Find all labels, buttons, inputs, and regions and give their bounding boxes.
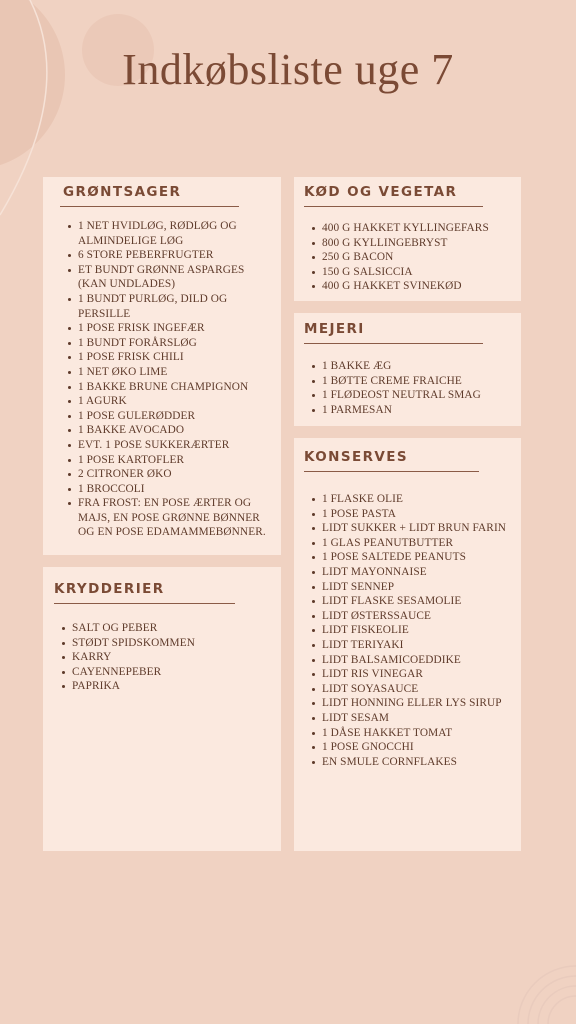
list-item: 1 BUNDT PURLØG, DILD OG PERSILLE	[78, 292, 267, 321]
page-title: Indkøbsliste uge 7	[122, 45, 454, 94]
list-item: LIDT SOYASAUCE	[322, 682, 513, 697]
list-item: 1 DÅSE HAKKET TOMAT	[322, 726, 513, 741]
card-krydderier	[43, 567, 281, 851]
list-item: KARRY	[72, 650, 273, 665]
heading-konserves: KONSERVES	[304, 449, 479, 472]
list-item: LIDT FLASKE SESAMOLIE	[322, 594, 513, 609]
list-item: ET BUNDT GRØNNE ASPARGES (KAN UNDLADES)	[78, 263, 267, 292]
list-item: 1 FLASKE OLIE	[322, 492, 513, 507]
list-item: 6 STORE PEBERFRUGTER	[78, 248, 267, 263]
card-mejeri	[294, 313, 521, 426]
list-item: 250 G BACON	[322, 250, 513, 265]
list-item: LIDT SUKKER + LIDT BRUN FARIN	[322, 521, 513, 536]
list-item: 1 BUNDT FORÅRSLØG	[78, 336, 267, 351]
list-krydderier	[54, 621, 273, 694]
list-item: 1 BAKKE AVOCADO	[78, 423, 267, 438]
list-item: 1 AGURK	[78, 394, 267, 409]
list-item: CAYENNEPEBER	[72, 665, 273, 680]
list-koed	[304, 221, 513, 294]
list-konserves	[304, 492, 513, 769]
card-groentsager	[43, 177, 281, 555]
list-item: LIDT MAYONNAISE	[322, 565, 513, 580]
list-item: 1 POSE GULERØDDER	[78, 409, 267, 424]
list-item: FRA FROST: EN POSE ÆRTER OG MAJS, EN POSE GRØNNE BØNNER OG EN POSE EDAMAMMEBØNNER.	[78, 497, 266, 539]
list-item: LIDT SESAM	[322, 711, 513, 726]
list-item: 1 POSE SALTEDE PEANUTS	[322, 550, 513, 565]
list-item: 1 NET HVIDLØG, RØDLØG OG ALMINDELIGE LØG	[78, 219, 267, 248]
list-item: PAPRIKA	[72, 679, 273, 694]
list-item: 1 POSE FRISK CHILI	[78, 350, 267, 365]
list-item: LIDT SENNEP	[322, 580, 513, 595]
list-item: SALT OG PEBER	[72, 621, 273, 636]
list-item: LIDT HONNING ELLER LYS SIRUP	[322, 696, 513, 711]
list-mejeri	[304, 359, 513, 417]
list-item: 1 POSE FRISK INGEFÆR	[78, 321, 267, 336]
list-item: 1 NET ØKO LIME	[78, 365, 267, 380]
list-item: 1 BAKKE BRUNE CHAMPIGNON	[78, 380, 267, 395]
list-item: 1 PARMESAN	[322, 403, 513, 418]
list-item: 2 CITRONER ØKO	[78, 467, 267, 482]
list-item: EVT. 1 POSE SUKKERÆRTER	[78, 438, 267, 453]
card-konserves	[294, 438, 521, 851]
heading-koed: KØD OG VEGETAR	[304, 184, 483, 207]
list-item: 1 FLØDEOST NEUTRAL SMAG	[322, 388, 513, 403]
list-item: STØDT SPIDSKOMMEN	[72, 636, 273, 651]
card-koed	[294, 177, 521, 301]
list-item: 1 BØTTE CREME FRAICHE	[322, 374, 513, 389]
list-item: 400 G HAKKET SVINEKØD	[322, 279, 513, 294]
arc-lines	[518, 966, 576, 1024]
list-item: LIDT FISKEOLIE	[322, 623, 513, 638]
heading-krydderier: KRYDDERIER	[54, 581, 235, 604]
list-item: 800 G KYLLINGEBRYST	[322, 236, 513, 251]
list-item: 1 BAKKE ÆG	[322, 359, 513, 374]
list-item: 1 POSE GNOCCHI	[322, 740, 513, 755]
list-item: LIDT ØSTERSSAUCE	[322, 609, 513, 624]
list-item: 1 GLAS PEANUTBUTTER	[322, 536, 513, 551]
list-item: 400 G HAKKET KYLLINGEFARS	[322, 221, 513, 236]
list-item: 1 POSE PASTA	[322, 507, 513, 522]
heading-groentsager: GRØNTSAGER	[60, 184, 239, 207]
list-item: 1 POSE KARTOFLER	[78, 453, 267, 468]
list-groentsager	[60, 219, 273, 540]
list-item: LIDT TERIYAKI	[322, 638, 513, 653]
heading-mejeri: MEJERI	[304, 321, 483, 344]
list-item: LIDT RIS VINEGAR	[322, 667, 513, 682]
list-item: LIDT BALSAMICOEDDIKE	[322, 653, 513, 668]
list-item: 150 G SALSICCIA	[322, 265, 513, 280]
list-item: 1 BROCCOLI	[78, 482, 267, 497]
list-item: EN SMULE CORNFLAKES	[322, 755, 513, 770]
